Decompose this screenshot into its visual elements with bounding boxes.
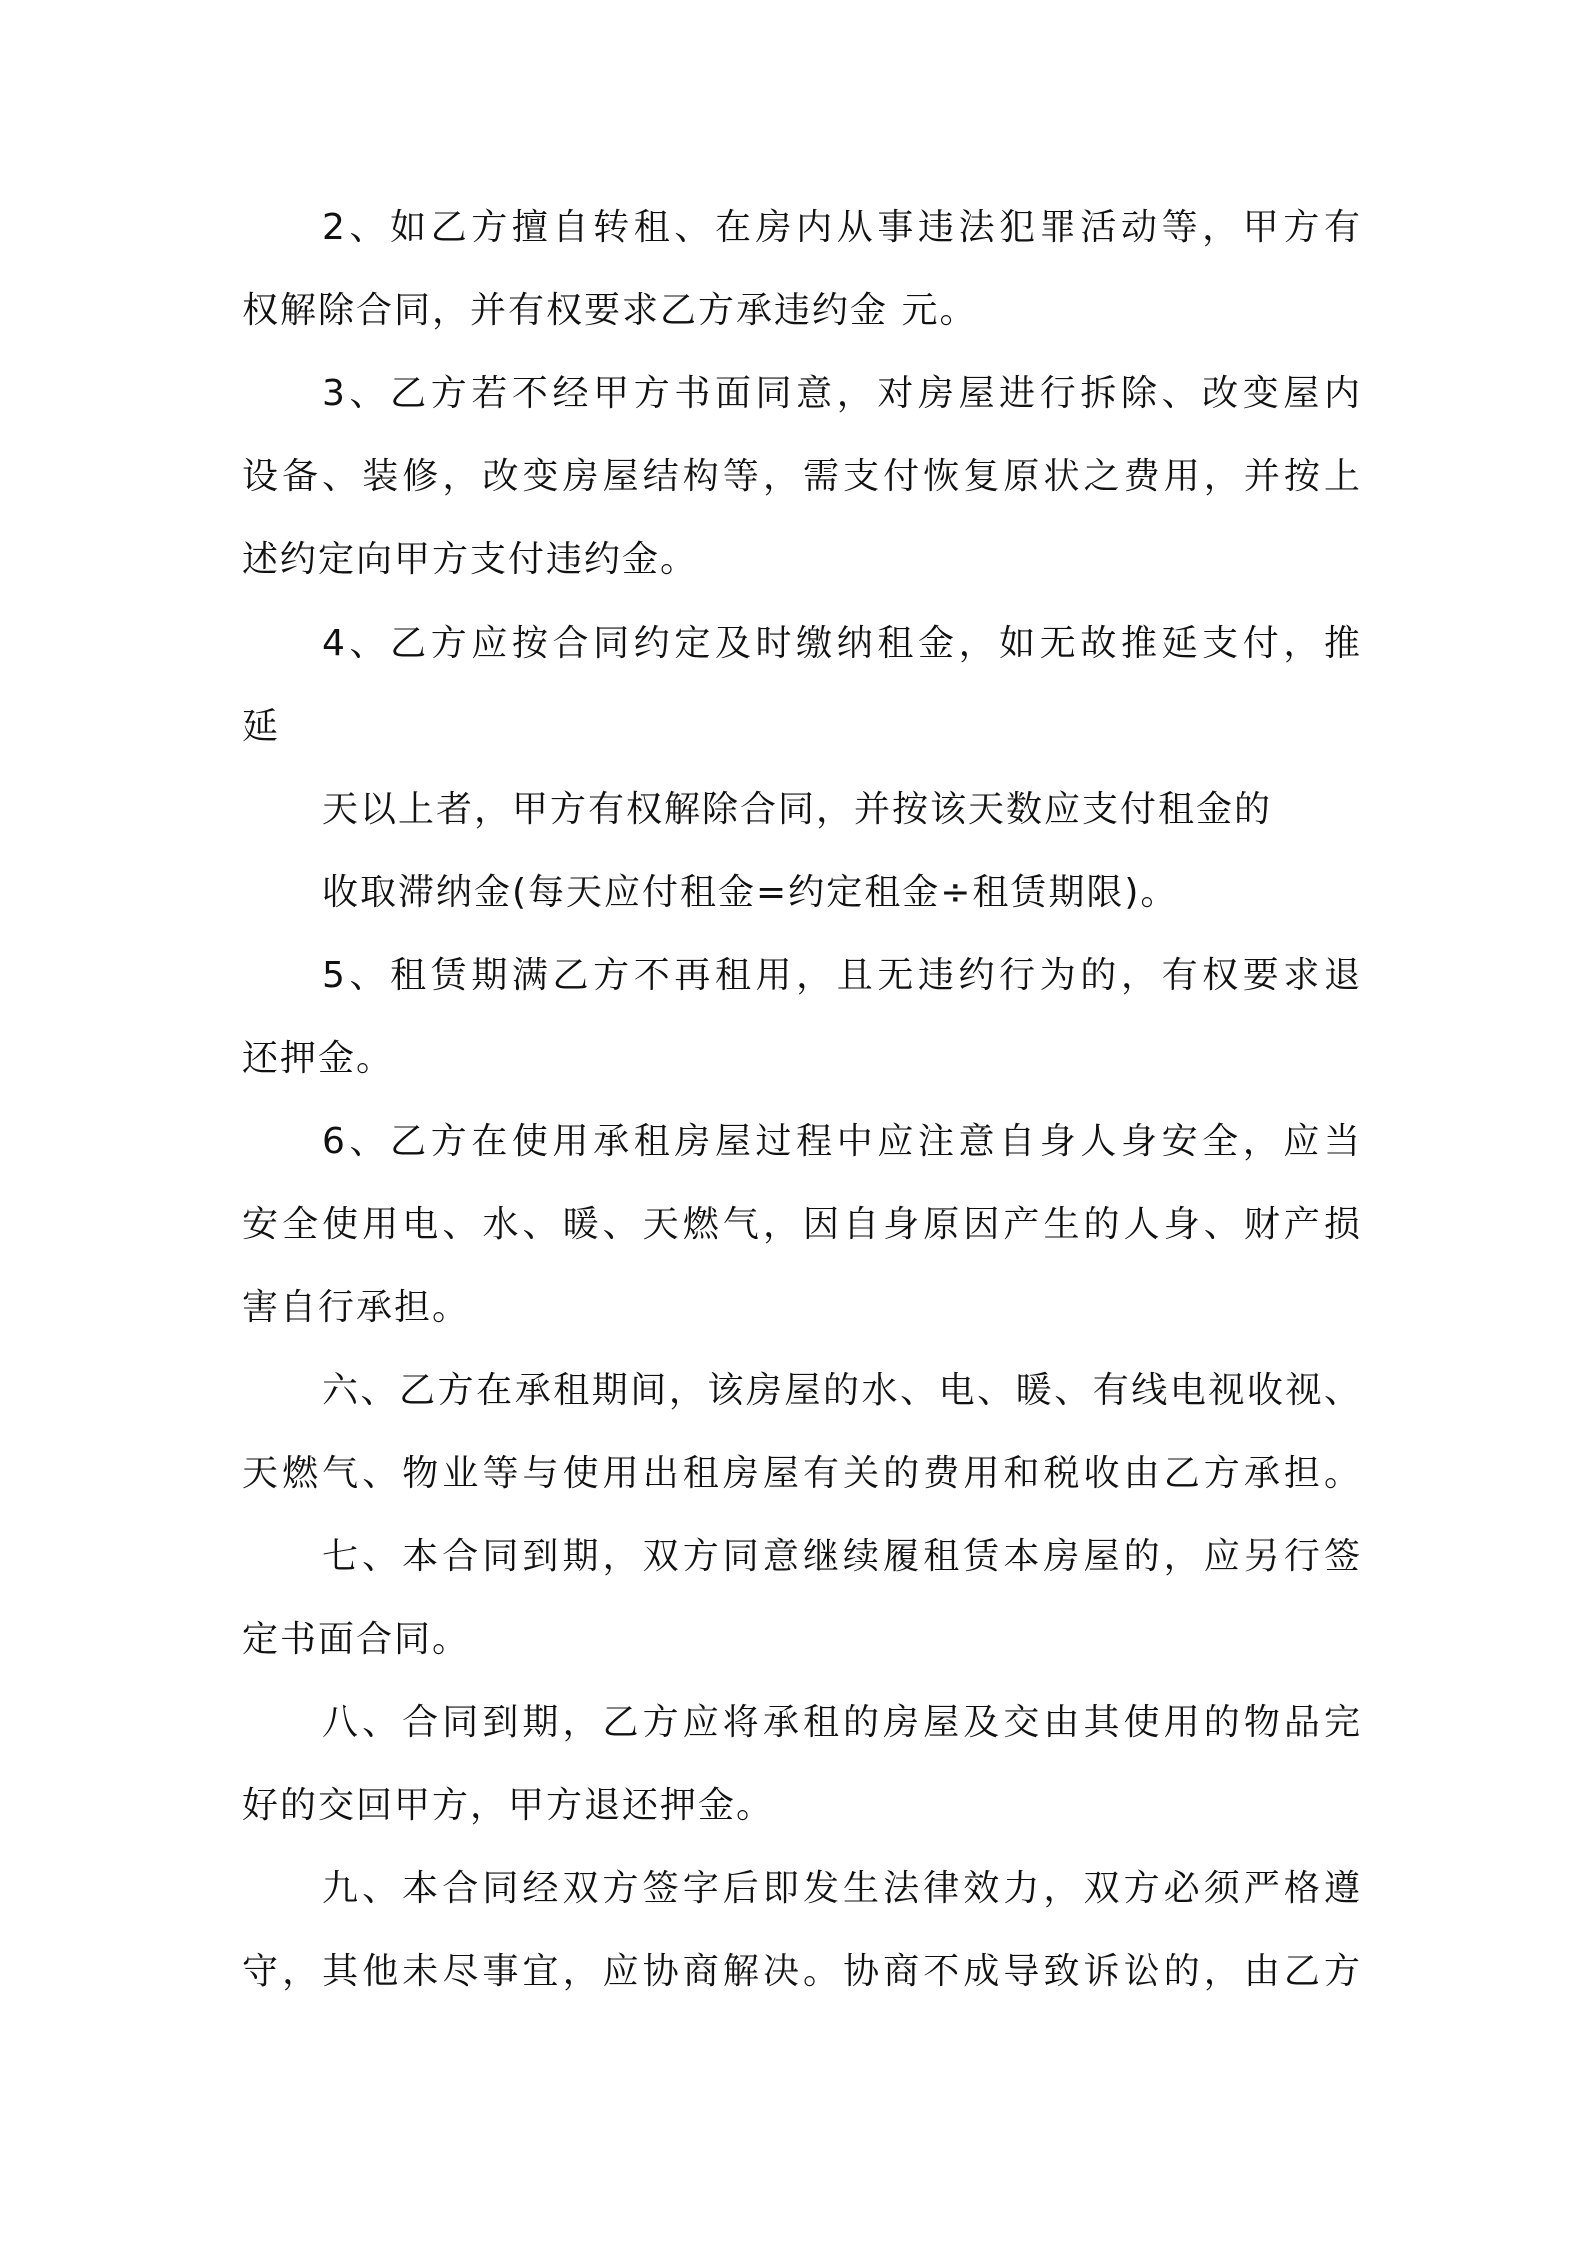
text-line: 七、本合同到期，双方同意继续履租赁本房屋的，应另行签 (322, 1536, 1362, 1577)
text-line: 天以上者，甲方有权解除合同，并按该天数应支付租金的 (322, 789, 1273, 830)
text-line: 九、本合同经双方签字后即发生法律效力，双方必须严格遵 (322, 1868, 1362, 1909)
text-line: 4、乙方应按合同约定及时缴纳租金，如无故推延支付，推 (322, 623, 1362, 664)
text-line: 定书面合同。 (242, 1619, 471, 1660)
text-line: 天燃气、物业等与使用出租房屋有关的费用和税收由乙方承担。 (242, 1453, 1362, 1494)
text-line: 六、乙方在承租期间，该房屋的水、电、暖、有线电视收视、 (322, 1370, 1362, 1411)
text-line: 6、乙方在使用承租房屋过程中应注意自身人身安全，应当 (322, 1121, 1362, 1162)
text-line: 还押金。 (242, 1038, 395, 1079)
text-line: 权解除合同，并有权要求乙方承违约金 元。 (242, 290, 978, 331)
text-line: 安全使用电、水、暖、天燃气，因自身原因产生的人身、财产损 (242, 1204, 1362, 1245)
text-line: 述约定向甲方支付违约金。 (242, 539, 699, 580)
text-line: 延 (242, 706, 281, 747)
text-line: 害自行承担。 (242, 1287, 471, 1328)
text-line: 好的交回甲方，甲方退还押金。 (242, 1785, 775, 1826)
text-line: 设备、装修，改变房屋结构等，需支付恢复原状之费用，并按上 (242, 456, 1362, 497)
text-line: 2、如乙方擅自转租、在房内从事违法犯罪活动等，甲方有 (322, 207, 1362, 248)
text-line: 收取滞纳金(每天应付租金=约定租金÷租赁期限)。 (322, 872, 1179, 913)
text-line: 5、租赁期满乙方不再租用，且无违约行为的，有权要求退 (322, 955, 1362, 996)
text-line: 八、合同到期，乙方应将承租的房屋及交由其使用的物品完 (322, 1702, 1362, 1743)
text-line: 3、乙方若不经甲方书面同意，对房屋进行拆除、改变屋内 (322, 373, 1362, 414)
text-line: 守，其他未尽事宜，应协商解决。协商不成导致诉讼的，由乙方 (242, 1951, 1362, 1992)
